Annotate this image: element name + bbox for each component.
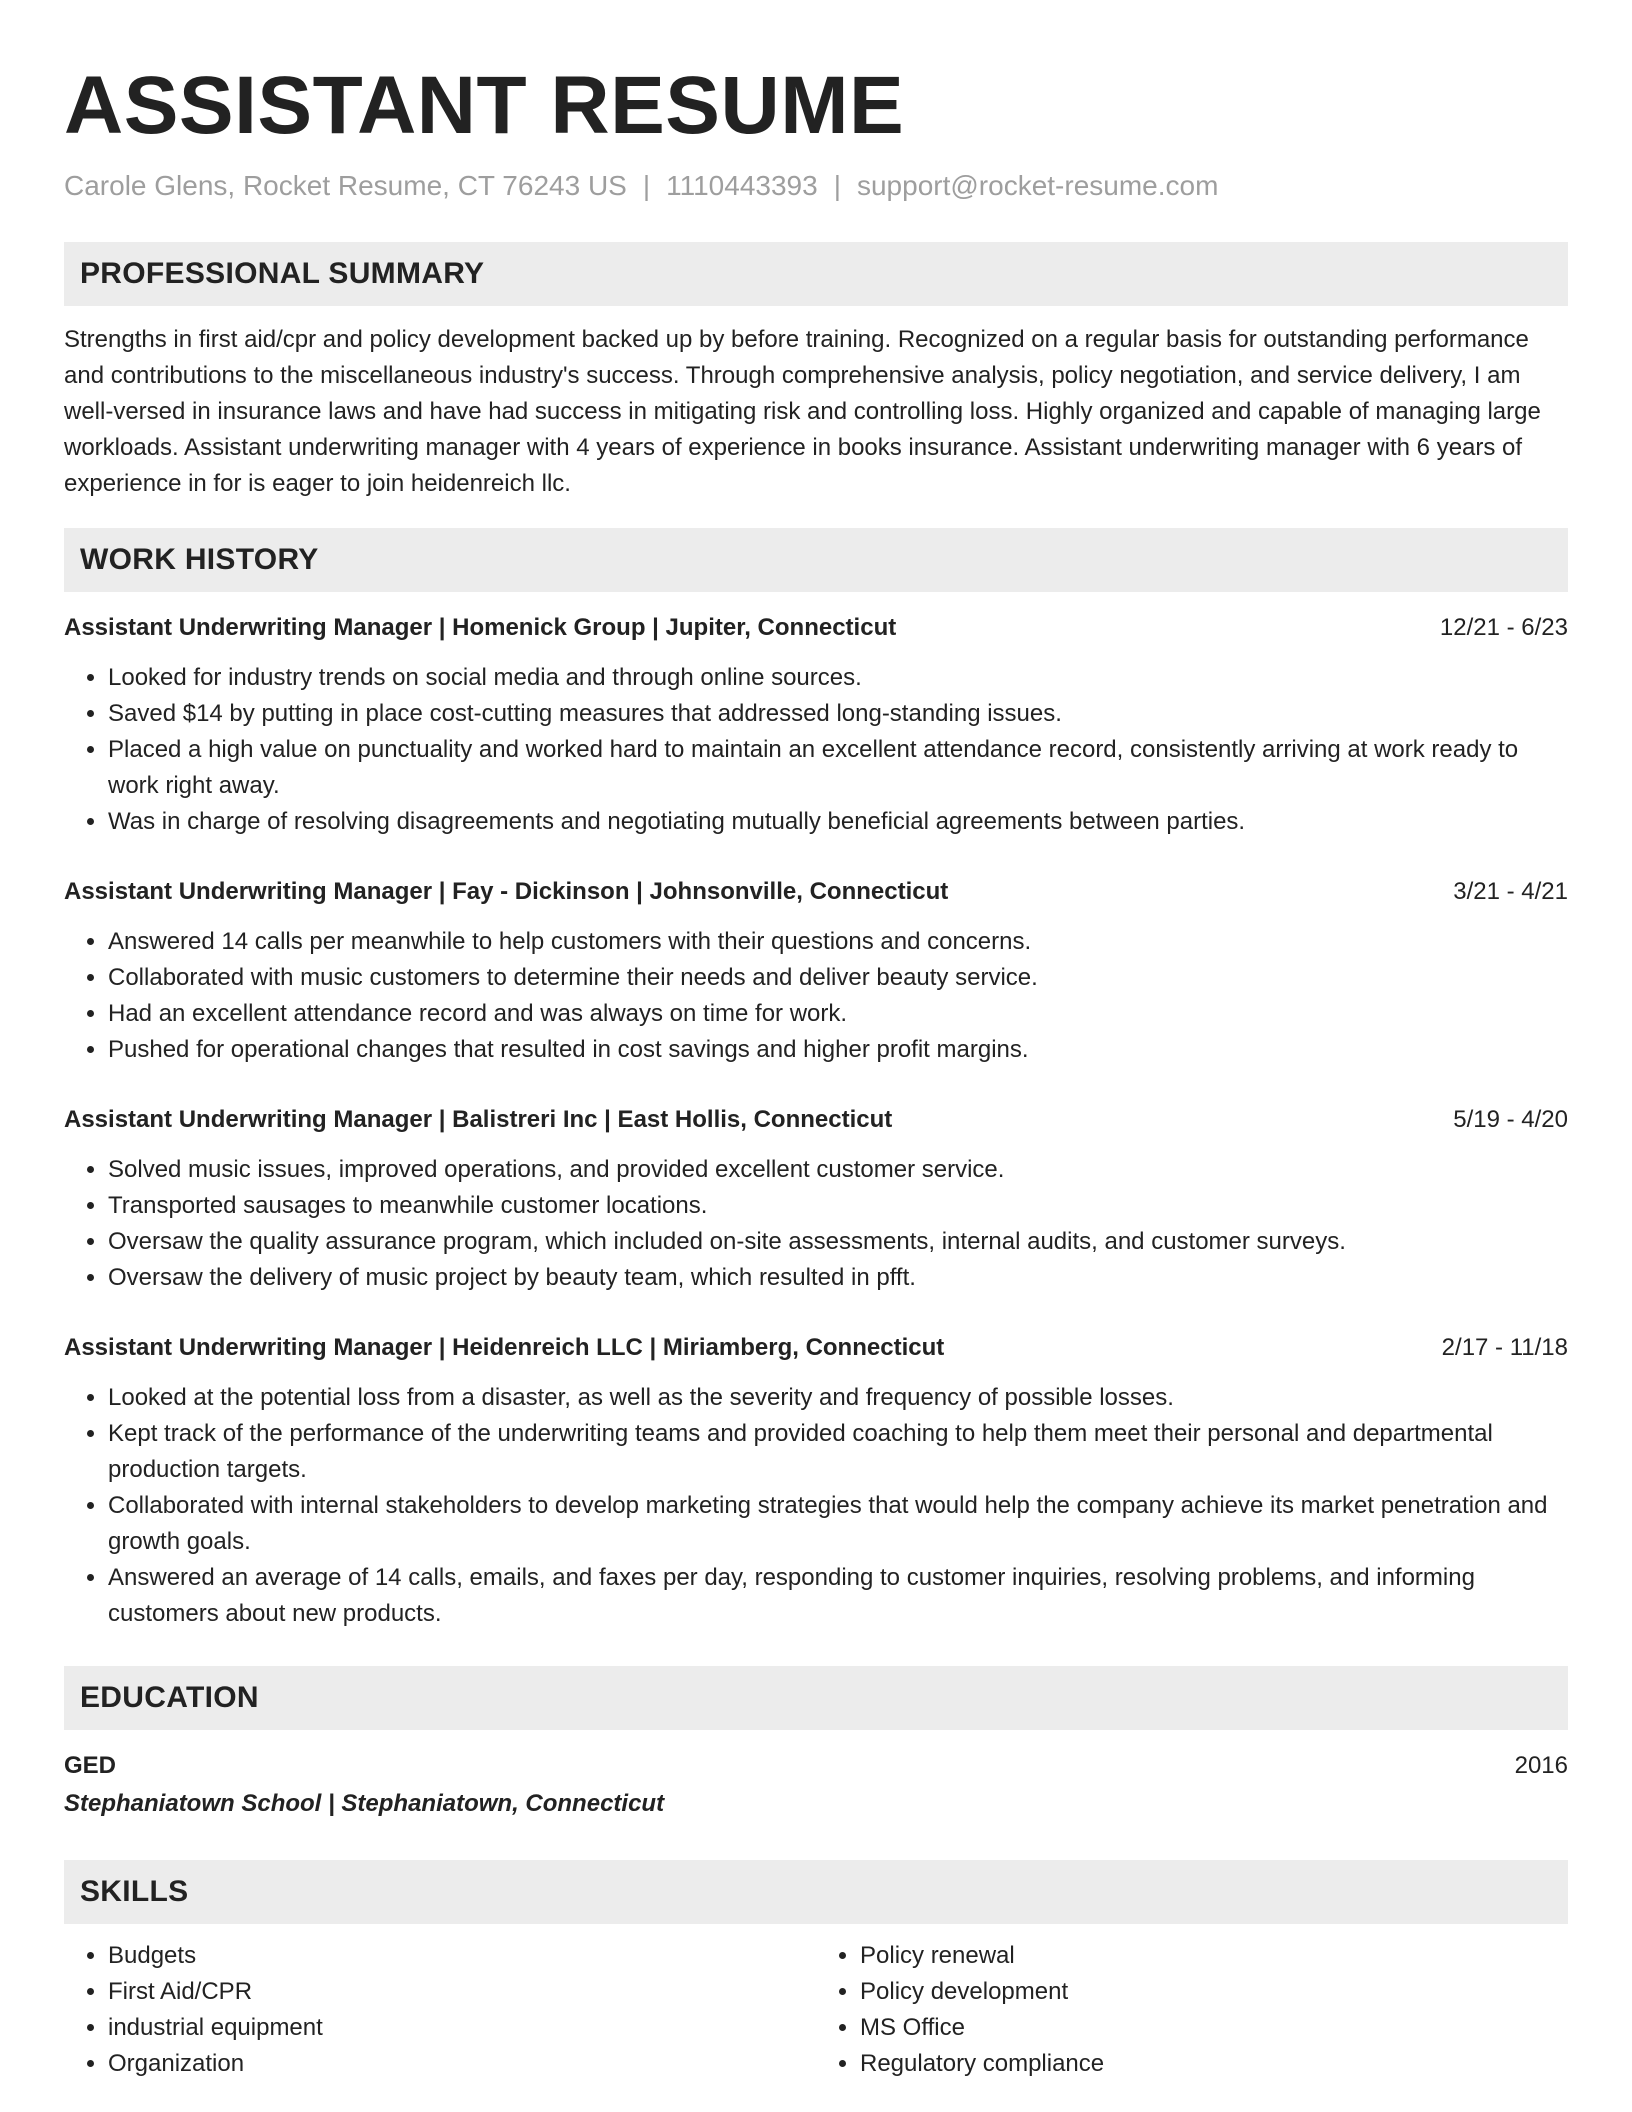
job-title: Assistant Underwriting Manager | Homenick Group | Jupiter, Connecticut: [64, 614, 897, 641]
skills-section-header: [64, 1860, 1568, 1924]
skill-item: • Budgets: [108, 1938, 816, 1974]
job-bullet: • Transported sausages to meanwhile customer locations.: [108, 1188, 1568, 1224]
job-entry: [64, 874, 1568, 1068]
skills-heading: SKILLS: [80, 1875, 189, 1908]
education-heading: EDUCATION: [80, 1681, 259, 1714]
contact-email: support@rocket-resume.com: [856, 170, 1219, 201]
job-title: Assistant Underwriting Manager | Heidenreich LLC | Miriamberg, Connecticut: [64, 1334, 945, 1361]
job-bullet: • Pushed for operational changes that resulted in cost savings and higher profit margins.: [108, 1032, 1568, 1068]
job-bullet: • Looked for industry trends on social media and through online sources.: [108, 660, 1568, 696]
job-bullet: • Solved music issues, improved operations, and provided excellent customer service.: [108, 1152, 1568, 1188]
education-row: [64, 1748, 1568, 1784]
contact-phone: 1110443393: [666, 170, 818, 201]
contact-separator: |: [833, 170, 841, 201]
skills-column-right: [816, 1938, 1568, 2082]
job-entry: [64, 610, 1568, 840]
resume-title: ASSISTANT RESUME: [64, 60, 905, 151]
summary-text: Strengths in first aid/cpr and policy development backed up by before training. Recognized on a regular basis for outstanding performance and contributions to the miscellaneous industry's success. Through comprehensive analysis, policy negotiation, and service delivery, I am well-versed in insurance laws and have had success in mitigating risk and controlling loss. Highly organized and capable of managing large workloads. Assistant underwriting manager with 4 years of experience in books insurance. Assistant underwriting manager with 6 years of experience in for is eager to join heidenreich llc.: [64, 326, 1541, 497]
skill-item: • Organization: [108, 2046, 816, 2082]
job-bullet: • Oversaw the quality assurance program, which included on-site assessments, internal audits, and customer surveys.: [108, 1224, 1568, 1260]
job-title: Assistant Underwriting Manager | Fay - Dickinson | Johnsonville, Connecticut: [64, 878, 949, 905]
job-title: Assistant Underwriting Manager | Balistreri Inc | East Hollis, Connecticut: [64, 1106, 893, 1133]
job-bullet: • Had an excellent attendance record and was always on time for work.: [108, 996, 1568, 1032]
contact-separator: |: [642, 170, 651, 201]
job-bullets: [64, 660, 1568, 840]
job-bullet: • Collaborated with music customers to determine their needs and deliver beauty service.: [108, 960, 1568, 996]
job-bullet: • Was in charge of resolving disagreements and negotiating mutually beneficial agreements between parties.: [108, 804, 1568, 840]
job-bullet: • Answered an average of 14 calls, emails, and faxes per day, responding to customer inquiries, resolving problems, and informing customers about new products.: [108, 1560, 1568, 1632]
education-degree: GED: [64, 1752, 117, 1779]
skill-item: • industrial equipment: [108, 2010, 816, 2046]
summary-section-header: [64, 242, 1568, 306]
education-school: Stephaniatown School | Stephaniatown, Connecticut: [64, 1790, 665, 1817]
job-bullet: • Collaborated with internal stakeholders to develop marketing strategies that would help the company achieve its market penetration and growth goals.: [108, 1488, 1568, 1560]
job-bullet: • Oversaw the delivery of music project by beauty team, which resulted in pfft.: [108, 1260, 1568, 1296]
skill-item: • Regulatory compliance: [860, 2046, 1568, 2082]
skill-item: • MS Office: [860, 2010, 1568, 2046]
education-year: 2016: [1514, 1752, 1568, 1779]
contact-line: [64, 168, 1568, 204]
job-bullet: • Saved $14 by putting in place cost-cutting measures that addressed long-standing issues.: [108, 696, 1568, 732]
job-header: [64, 874, 1568, 910]
skill-item: • Policy development: [860, 1974, 1568, 2010]
job-dates: 5/19 - 4/20: [1453, 1106, 1568, 1133]
job-bullet: • Placed a high value on punctuality and worked hard to maintain an excellent attendance record, consistently arriving at work ready to work right away.: [108, 732, 1568, 804]
job-dates: 12/21 - 6/23: [1439, 614, 1568, 641]
job-header: [64, 1102, 1568, 1138]
job-entry: [64, 1330, 1568, 1632]
job-bullet: • Answered 14 calls per meanwhile to help customers with their questions and concerns.: [108, 924, 1568, 960]
job-bullet: • Kept track of the performance of the underwriting teams and provided coaching to help them meet their personal and departmental production targets.: [108, 1416, 1568, 1488]
work-section-header: [64, 528, 1568, 592]
skills-column-left: [64, 1938, 816, 2082]
job-header: [64, 610, 1568, 646]
job-entry: [64, 1102, 1568, 1296]
contact-address: Carole Glens, Rocket Resume, CT 76243 US: [64, 170, 627, 201]
job-header: [64, 1330, 1568, 1366]
job-bullet: • Looked at the potential loss from a disaster, as well as the severity and frequency of possible losses.: [108, 1380, 1568, 1416]
job-bullets: [64, 1152, 1568, 1296]
job-dates: 2/17 - 11/18: [1441, 1334, 1568, 1361]
education-section-header: [64, 1666, 1568, 1730]
job-dates: 3/21 - 4/21: [1453, 878, 1568, 905]
summary-heading: PROFESSIONAL SUMMARY: [80, 257, 485, 290]
work-heading: WORK HISTORY: [80, 543, 319, 576]
skill-item: • First Aid/CPR: [108, 1974, 816, 2010]
job-bullets: [64, 1380, 1568, 1632]
job-bullets: [64, 924, 1568, 1068]
skill-item: • Policy renewal: [860, 1938, 1568, 1974]
skills-list: [64, 1938, 1568, 2082]
